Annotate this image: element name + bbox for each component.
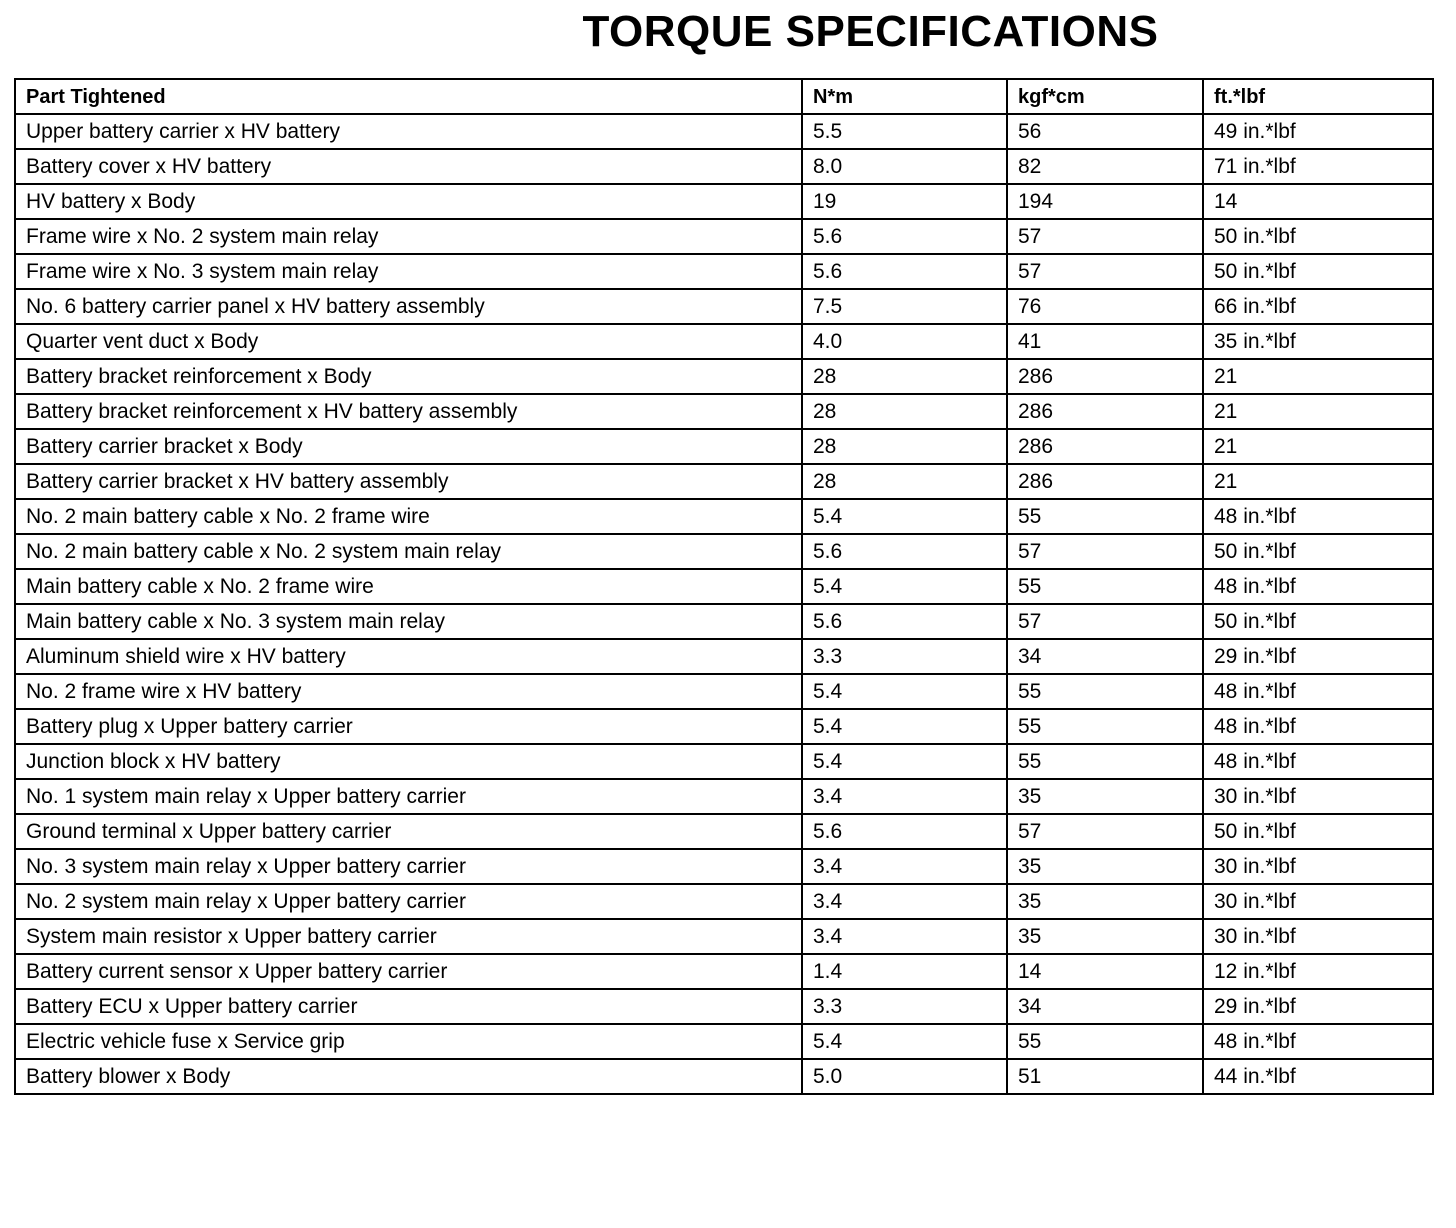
table-row [15, 464, 1433, 499]
page-title: TORQUE SPECIFICATIONS [582, 7, 1159, 56]
ftlbf-cell: 50 in.*lbf [1203, 534, 1433, 569]
kgfcm-cell: 57 [1007, 254, 1203, 289]
table-row [15, 604, 1433, 639]
ftlbf-cell: 29 in.*lbf [1203, 989, 1433, 1024]
torque-spec-table [14, 78, 1434, 1095]
nm-cell: 28 [802, 359, 1007, 394]
table-row [15, 429, 1433, 464]
part-cell: Battery bracket reinforcement x HV battery assembly [15, 394, 802, 429]
part-cell: Main battery cable x No. 3 system main relay [15, 604, 802, 639]
table-row [15, 989, 1433, 1024]
part-cell: Junction block x HV battery [15, 744, 802, 779]
kgfcm-cell: 286 [1007, 429, 1203, 464]
kgfcm-cell: 35 [1007, 779, 1203, 814]
ftlbf-cell: 71 in.*lbf [1203, 149, 1433, 184]
nm-cell: 5.6 [802, 534, 1007, 569]
kgfcm-cell: 55 [1007, 674, 1203, 709]
part-cell: Battery plug x Upper battery carrier [15, 709, 802, 744]
table-row [15, 814, 1433, 849]
kgfcm-cell: 34 [1007, 989, 1203, 1024]
kgfcm-cell: 57 [1007, 814, 1203, 849]
nm-cell: 4.0 [802, 324, 1007, 359]
table-row [15, 674, 1433, 709]
kgfcm-cell: 286 [1007, 394, 1203, 429]
nm-cell: 7.5 [802, 289, 1007, 324]
part-cell: No. 3 system main relay x Upper battery carrier [15, 849, 802, 884]
header-nm: N*m [802, 79, 1007, 114]
kgfcm-cell: 35 [1007, 884, 1203, 919]
table-row [15, 639, 1433, 674]
kgfcm-cell: 194 [1007, 184, 1203, 219]
nm-cell: 5.6 [802, 219, 1007, 254]
part-cell: HV battery x Body [15, 184, 802, 219]
nm-cell: 5.4 [802, 744, 1007, 779]
ftlbf-cell: 35 in.*lbf [1203, 324, 1433, 359]
kgfcm-cell: 51 [1007, 1059, 1203, 1094]
nm-cell: 3.4 [802, 884, 1007, 919]
ftlbf-cell: 48 in.*lbf [1203, 569, 1433, 604]
ftlbf-cell: 48 in.*lbf [1203, 709, 1433, 744]
ftlbf-cell: 29 in.*lbf [1203, 639, 1433, 674]
table-row [15, 394, 1433, 429]
kgfcm-cell: 41 [1007, 324, 1203, 359]
table-body [15, 114, 1433, 1094]
ftlbf-cell: 44 in.*lbf [1203, 1059, 1433, 1094]
header-ftlbf: ft.*lbf [1203, 79, 1433, 114]
table-row [15, 849, 1433, 884]
nm-cell: 5.6 [802, 254, 1007, 289]
ftlbf-cell: 49 in.*lbf [1203, 114, 1433, 149]
kgfcm-cell: 286 [1007, 464, 1203, 499]
nm-cell: 28 [802, 429, 1007, 464]
kgfcm-cell: 57 [1007, 534, 1203, 569]
table-row [15, 779, 1433, 814]
header-row [15, 79, 1433, 114]
table-row [15, 744, 1433, 779]
table-row [15, 184, 1433, 219]
table-row [15, 499, 1433, 534]
part-cell: Ground terminal x Upper battery carrier [15, 814, 802, 849]
ftlbf-cell: 50 in.*lbf [1203, 604, 1433, 639]
kgfcm-cell: 55 [1007, 1024, 1203, 1059]
table-row [15, 919, 1433, 954]
kgfcm-cell: 57 [1007, 604, 1203, 639]
ftlbf-cell: 50 in.*lbf [1203, 254, 1433, 289]
nm-cell: 5.6 [802, 604, 1007, 639]
table-row [15, 289, 1433, 324]
nm-cell: 5.6 [802, 814, 1007, 849]
table-row [15, 569, 1433, 604]
ftlbf-cell: 30 in.*lbf [1203, 919, 1433, 954]
ftlbf-cell: 48 in.*lbf [1203, 744, 1433, 779]
part-cell: No. 2 system main relay x Upper battery carrier [15, 884, 802, 919]
nm-cell: 3.4 [802, 919, 1007, 954]
nm-cell: 3.4 [802, 779, 1007, 814]
part-cell: No. 2 main battery cable x No. 2 system main relay [15, 534, 802, 569]
kgfcm-cell: 55 [1007, 744, 1203, 779]
ftlbf-cell: 48 in.*lbf [1203, 1024, 1433, 1059]
kgfcm-cell: 286 [1007, 359, 1203, 394]
kgfcm-cell: 35 [1007, 849, 1203, 884]
table-row [15, 149, 1433, 184]
nm-cell: 28 [802, 464, 1007, 499]
header-kgfcm: kgf*cm [1007, 79, 1203, 114]
part-cell: No. 2 frame wire x HV battery [15, 674, 802, 709]
ftlbf-cell: 21 [1203, 429, 1433, 464]
table-row [15, 1024, 1433, 1059]
nm-cell: 5.4 [802, 674, 1007, 709]
table-row [15, 359, 1433, 394]
part-cell: No. 1 system main relay x Upper battery carrier [15, 779, 802, 814]
table-row [15, 884, 1433, 919]
table-row [15, 324, 1433, 359]
kgfcm-cell: 82 [1007, 149, 1203, 184]
part-cell: Aluminum shield wire x HV battery [15, 639, 802, 674]
part-cell: No. 2 main battery cable x No. 2 frame wire [15, 499, 802, 534]
part-cell: Battery current sensor x Upper battery carrier [15, 954, 802, 989]
ftlbf-cell: 50 in.*lbf [1203, 814, 1433, 849]
nm-cell: 5.4 [802, 1024, 1007, 1059]
header-part-tightened: Part Tightened [15, 79, 802, 114]
ftlbf-cell: 48 in.*lbf [1203, 499, 1433, 534]
part-cell: Battery carrier bracket x HV battery assembly [15, 464, 802, 499]
part-cell: System main resistor x Upper battery carrier [15, 919, 802, 954]
table-row [15, 954, 1433, 989]
nm-cell: 3.3 [802, 639, 1007, 674]
table-row [15, 254, 1433, 289]
part-cell: Battery bracket reinforcement x Body [15, 359, 802, 394]
kgfcm-cell: 55 [1007, 499, 1203, 534]
table-row [15, 114, 1433, 149]
ftlbf-cell: 48 in.*lbf [1203, 674, 1433, 709]
kgfcm-cell: 76 [1007, 289, 1203, 324]
nm-cell: 8.0 [802, 149, 1007, 184]
table-row [15, 1059, 1433, 1094]
kgfcm-cell: 55 [1007, 569, 1203, 604]
ftlbf-cell: 66 in.*lbf [1203, 289, 1433, 324]
part-cell: Upper battery carrier x HV battery [15, 114, 802, 149]
kgfcm-cell: 56 [1007, 114, 1203, 149]
ftlbf-cell: 12 in.*lbf [1203, 954, 1433, 989]
part-cell: Battery ECU x Upper battery carrier [15, 989, 802, 1024]
kgfcm-cell: 34 [1007, 639, 1203, 674]
kgfcm-cell: 55 [1007, 709, 1203, 744]
part-cell: Battery carrier bracket x Body [15, 429, 802, 464]
ftlbf-cell: 14 [1203, 184, 1433, 219]
nm-cell: 28 [802, 394, 1007, 429]
table-row [15, 709, 1433, 744]
ftlbf-cell: 30 in.*lbf [1203, 779, 1433, 814]
nm-cell: 19 [802, 184, 1007, 219]
nm-cell: 3.4 [802, 849, 1007, 884]
part-cell: No. 6 battery carrier panel x HV battery assembly [15, 289, 802, 324]
kgfcm-cell: 57 [1007, 219, 1203, 254]
kgfcm-cell: 14 [1007, 954, 1203, 989]
part-cell: Battery cover x HV battery [15, 149, 802, 184]
ftlbf-cell: 50 in.*lbf [1203, 219, 1433, 254]
part-cell: Quarter vent duct x Body [15, 324, 802, 359]
part-cell: Electric vehicle fuse x Service grip [15, 1024, 802, 1059]
ftlbf-cell: 21 [1203, 359, 1433, 394]
nm-cell: 5.0 [802, 1059, 1007, 1094]
kgfcm-cell: 35 [1007, 919, 1203, 954]
nm-cell: 5.4 [802, 709, 1007, 744]
table-row [15, 534, 1433, 569]
ftlbf-cell: 21 [1203, 464, 1433, 499]
nm-cell: 3.3 [802, 989, 1007, 1024]
table-header [15, 79, 1433, 114]
part-cell: Frame wire x No. 2 system main relay [15, 219, 802, 254]
part-cell: Battery blower x Body [15, 1059, 802, 1094]
part-cell: Frame wire x No. 3 system main relay [15, 254, 802, 289]
ftlbf-cell: 30 in.*lbf [1203, 884, 1433, 919]
nm-cell: 5.4 [802, 499, 1007, 534]
table-row [15, 219, 1433, 254]
nm-cell: 5.4 [802, 569, 1007, 604]
nm-cell: 1.4 [802, 954, 1007, 989]
part-cell: Main battery cable x No. 2 frame wire [15, 569, 802, 604]
ftlbf-cell: 21 [1203, 394, 1433, 429]
ftlbf-cell: 30 in.*lbf [1203, 849, 1433, 884]
nm-cell: 5.5 [802, 114, 1007, 149]
